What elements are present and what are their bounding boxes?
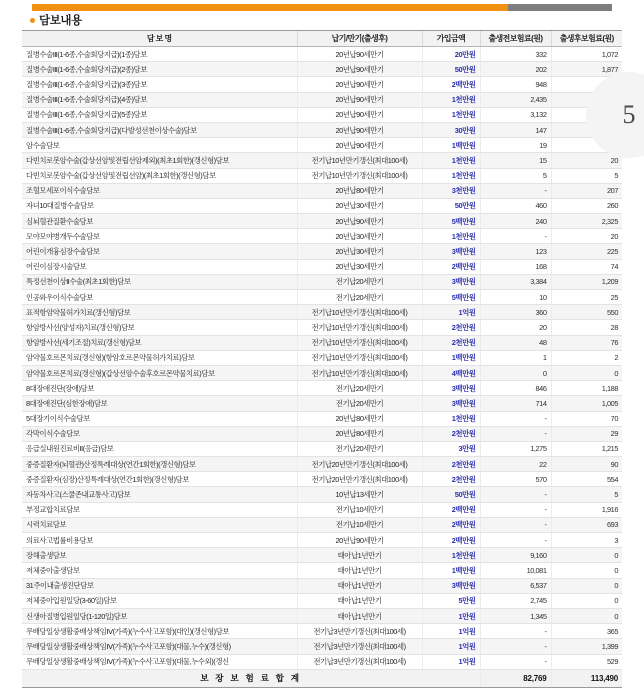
coverage-term: 전기납10년만기갱신(최대100세)	[297, 350, 422, 365]
coverage-term: 전기납10년만기갱신(최대100세)	[297, 305, 422, 320]
coverage-post-birth-premium: 550	[551, 305, 622, 320]
table-row	[22, 533, 622, 548]
coverage-amount: 1억원	[422, 654, 480, 669]
table-header-row	[22, 31, 622, 47]
coverage-name: 무배당일상생활중배상책임Ⅳ(가족)(누수사고포함)(대인)(갱신형)담보	[22, 624, 297, 639]
coverage-name: 심뇌혈관질환수술담보	[22, 214, 297, 229]
coverage-term: 20년납90세만기	[297, 62, 422, 77]
coverage-post-birth-premium: 1,916	[551, 502, 622, 517]
coverage-amount: 1백만원	[422, 563, 480, 578]
coverage-term: 전기납10년만기갱신(최대100세)	[297, 335, 422, 350]
column-header-pre-birth-premium: 출생전보험료(원)	[480, 31, 551, 47]
coverage-pre-birth-premium: 9,160	[480, 548, 551, 563]
coverage-pre-birth-premium: -	[480, 411, 551, 426]
table-row	[22, 47, 622, 62]
coverage-term: 전기납20세만기	[297, 396, 422, 411]
coverage-amount: 50만원	[422, 198, 480, 213]
coverage-post-birth-premium: 25	[551, 290, 622, 305]
table-row	[22, 229, 622, 244]
coverage-pre-birth-premium: -	[480, 533, 551, 548]
coverage-name: 8대장애진단(장애)담보	[22, 381, 297, 396]
coverage-term: 20년납30세만기	[297, 259, 422, 274]
table-row	[22, 122, 622, 137]
coverage-term: 20년납90세만기	[297, 47, 422, 62]
coverage-name: 의료사고법률비용담보	[22, 533, 297, 548]
coverage-name: 인공와우이식수술담보	[22, 290, 297, 305]
coverage-amount: 1천만원	[422, 168, 480, 183]
coverage-name: 다빈치로봇암수술(갑상선암및전립선암제외)(최초1회한)(갱신형)담보	[22, 153, 297, 168]
coverage-pre-birth-premium: 570	[480, 472, 551, 487]
table-row	[22, 350, 622, 365]
coverage-post-birth-premium: 1,072	[551, 47, 622, 62]
total-label: 보 장 보 험 료 합 계	[22, 669, 480, 687]
coverage-amount: 20만원	[422, 47, 480, 62]
coverage-term: 전기납3년만기갱신(최대100세)	[297, 654, 422, 669]
coverage-name: 31주이내출생진단담보	[22, 578, 297, 593]
coverage-amount: 1억원	[422, 305, 480, 320]
table-row	[22, 472, 622, 487]
coverage-amount: 3천만원	[422, 183, 480, 198]
coverage-pre-birth-premium: 3,384	[480, 274, 551, 289]
coverage-amount: 2백만원	[422, 77, 480, 92]
coverage-amount: 1억원	[422, 624, 480, 639]
column-header-post-birth-premium: 출생후보험료(원)	[551, 31, 622, 47]
coverage-term: 20년납80세만기	[297, 426, 422, 441]
table-row	[22, 214, 622, 229]
coverage-term: 태아납1년만기	[297, 563, 422, 578]
coverage-amount: 1천만원	[422, 153, 480, 168]
coverage-term: 전기납10세만기	[297, 517, 422, 532]
coverage-term: 20년납90세만기	[297, 138, 422, 153]
table-row	[22, 183, 622, 198]
table-row	[22, 411, 622, 426]
table-row	[22, 274, 622, 289]
coverage-pre-birth-premium: 123	[480, 244, 551, 259]
progress-bar-remainder	[508, 4, 612, 11]
coverage-amount: 2백만원	[422, 533, 480, 548]
coverage-amount: 5만원	[422, 593, 480, 608]
coverage-pre-birth-premium: 147	[480, 122, 551, 137]
table-row	[22, 153, 622, 168]
coverage-name: 저체중아입원일당(3-60일)담보	[22, 593, 297, 608]
coverage-post-birth-premium: 29	[551, 426, 622, 441]
coverage-amount: 50만원	[422, 62, 480, 77]
coverage-post-birth-premium: 70	[551, 411, 622, 426]
coverage-name: 무배당일상생활중배상책임Ⅳ(가족)(누수사고포함)(대물,누수)(갱신형)	[22, 639, 297, 654]
coverage-post-birth-premium: 0	[551, 548, 622, 563]
coverage-term: 전기납10년만기갱신(최대100세)	[297, 153, 422, 168]
coverage-amount: 1만원	[422, 608, 480, 623]
coverage-term: 전기납20세만기	[297, 381, 422, 396]
table-row	[22, 396, 622, 411]
coverage-term: 20년납80세만기	[297, 183, 422, 198]
coverage-post-birth-premium: 365	[551, 624, 622, 639]
table-row	[22, 457, 622, 472]
coverage-amount: 1천만원	[422, 548, 480, 563]
coverage-term: 전기납10년만기갱신(최대100세)	[297, 365, 422, 380]
table-row	[22, 138, 622, 153]
table-row	[22, 593, 622, 608]
coverage-term: 20년납30세만기	[297, 198, 422, 213]
coverage-amount: 2천만원	[422, 320, 480, 335]
coverage-amount: 3백만원	[422, 396, 480, 411]
coverage-name: 무배당일상생활중배상책임Ⅳ(가족)(누수사고포함)(대물,누수외)(갱신	[22, 654, 297, 669]
coverage-post-birth-premium: 2	[551, 350, 622, 365]
coverage-post-birth-premium: 0	[551, 608, 622, 623]
coverage-pre-birth-premium: 1,345	[480, 608, 551, 623]
coverage-amount: 1억원	[422, 639, 480, 654]
coverage-name: 표적항암약물허가치료(갱신형)담보	[22, 305, 297, 320]
coverage-name: 질병수술Ⅲ(1-6종,수술회당지급)(3종)담보	[22, 77, 297, 92]
coverage-post-birth-premium: 5	[551, 168, 622, 183]
coverage-pre-birth-premium: 1,275	[480, 441, 551, 456]
table-row	[22, 654, 622, 669]
column-header-term: 납기/만기(출생후)	[297, 31, 422, 47]
coverage-amount: 1천만원	[422, 229, 480, 244]
table-row	[22, 441, 622, 456]
coverage-amount: 1천만원	[422, 107, 480, 122]
table-total-row	[22, 669, 622, 687]
coverage-post-birth-premium: 207	[551, 183, 622, 198]
coverage-amount: 3백만원	[422, 381, 480, 396]
coverage-name: 중증질환자(뇌혈관)산정특례대상(연간1회한)(갱신형)담보	[22, 457, 297, 472]
coverage-amount: 50만원	[422, 487, 480, 502]
coverage-pre-birth-premium: -	[480, 639, 551, 654]
table-row	[22, 92, 622, 107]
coverage-pre-birth-premium: 20	[480, 320, 551, 335]
coverage-post-birth-premium: 5	[551, 487, 622, 502]
coverage-term: 10년납13세만기	[297, 487, 422, 502]
coverage-term: 전기납10년만기갱신(최대100세)	[297, 320, 422, 335]
coverage-name: 5대장기이식수술담보	[22, 411, 297, 426]
column-header-name: 담 보 명	[22, 31, 297, 47]
coverage-pre-birth-premium: -	[480, 229, 551, 244]
coverage-post-birth-premium: 1,877	[551, 62, 622, 77]
table-row	[22, 62, 622, 77]
coverage-post-birth-premium: 20	[551, 153, 622, 168]
coverage-term: 태아납1년만기	[297, 578, 422, 593]
coverage-name: 중증질환자(심장)산정특례대상(연간1회한)(갱신형)담보	[22, 472, 297, 487]
coverage-post-birth-premium: 554	[551, 472, 622, 487]
coverage-pre-birth-premium: 240	[480, 214, 551, 229]
coverage-name: 항암방사선(양성자)치료(갱신형)담보	[22, 320, 297, 335]
coverage-pre-birth-premium: -	[480, 624, 551, 639]
coverage-name: 어린이심장시술담보	[22, 259, 297, 274]
coverage-term: 20년납30세만기	[297, 244, 422, 259]
table-row	[22, 548, 622, 563]
coverage-amount: 2백만원	[422, 259, 480, 274]
coverage-post-birth-premium: 529	[551, 654, 622, 669]
coverage-term: 태아납1년만기	[297, 608, 422, 623]
coverage-post-birth-premium: 0	[551, 593, 622, 608]
coverage-amount: 4백만원	[422, 365, 480, 380]
coverage-amount: 1천만원	[422, 411, 480, 426]
coverage-pre-birth-premium: 948	[480, 77, 551, 92]
coverage-term: 20년납90세만기	[297, 107, 422, 122]
coverage-name: 질병수술Ⅲ(1-6종,수술회당지급)(4종)담보	[22, 92, 297, 107]
coverage-name: 모야모야병개두수술담보	[22, 229, 297, 244]
coverage-term: 전기납3년만기갱신(최대100세)	[297, 639, 422, 654]
coverage-pre-birth-premium: 714	[480, 396, 551, 411]
table-row	[22, 244, 622, 259]
coverage-term: 전기납20세만기	[297, 290, 422, 305]
total-post-birth-premium: 113,490	[551, 669, 622, 687]
section-title-text: 담보내용	[39, 15, 82, 27]
coverage-name: 다빈치로봇암수술(갑상선암및전립선암)(최초1회한)(갱신형)담보	[22, 168, 297, 183]
table-row	[22, 168, 622, 183]
coverage-name: 암약물호르몬치료(갱신형)(갑상선암수술후호르몬약물치료)담보	[22, 365, 297, 380]
coverage-name: 암수술담보	[22, 138, 297, 153]
coverage-post-birth-premium: 1,188	[551, 381, 622, 396]
coverage-amount: 2백만원	[422, 502, 480, 517]
coverage-post-birth-premium: 76	[551, 335, 622, 350]
coverage-name: 시력치료담보	[22, 517, 297, 532]
coverage-name: 각막이식수술담보	[22, 426, 297, 441]
coverage-pre-birth-premium: 22	[480, 457, 551, 472]
coverage-pre-birth-premium: 5	[480, 168, 551, 183]
coverage-amount: 2천만원	[422, 457, 480, 472]
coverage-pre-birth-premium: 460	[480, 198, 551, 213]
coverage-pre-birth-premium: 48	[480, 335, 551, 350]
table-row	[22, 107, 622, 122]
coverage-term: 전기납10년만기갱신(최대100세)	[297, 168, 422, 183]
table-row	[22, 77, 622, 92]
table-row	[22, 305, 622, 320]
coverage-amount: 1천만원	[422, 92, 480, 107]
table-row	[22, 335, 622, 350]
coverage-name: 저체중아출생담보	[22, 563, 297, 578]
coverage-pre-birth-premium: 19	[480, 138, 551, 153]
coverage-pre-birth-premium: 10,081	[480, 563, 551, 578]
coverage-term: 20년납90세만기	[297, 122, 422, 137]
coverage-name: 자동차사고(스쿨존내교통사고)담보	[22, 487, 297, 502]
page-number-text: 5	[622, 100, 636, 129]
coverage-table	[22, 30, 622, 688]
coverage-post-birth-premium: 0	[551, 365, 622, 380]
coverage-pre-birth-premium: -	[480, 426, 551, 441]
coverage-term: 20년납90세만기	[297, 533, 422, 548]
coverage-amount: 1백만원	[422, 138, 480, 153]
progress-bar-fill	[32, 4, 508, 11]
coverage-amount: 3백만원	[422, 578, 480, 593]
coverage-term: 태아납1년만기	[297, 548, 422, 563]
coverage-term: 전기납20년만기갱신(최대100세)	[297, 472, 422, 487]
coverage-name: 항암방사선(세기조절)치료(갱신형)담보	[22, 335, 297, 350]
coverage-pre-birth-premium: 15	[480, 153, 551, 168]
coverage-pre-birth-premium: 2,435	[480, 92, 551, 107]
coverage-pre-birth-premium: 202	[480, 62, 551, 77]
table-row	[22, 517, 622, 532]
table-row	[22, 578, 622, 593]
coverage-term: 20년납30세만기	[297, 229, 422, 244]
coverage-name: 질병수술Ⅲ(1-6종,수술회당지급)(5종)담보	[22, 107, 297, 122]
coverage-name: 응급실내원진료비Ⅱ(응급)담보	[22, 441, 297, 456]
coverage-amount: 3백만원	[422, 244, 480, 259]
coverage-post-birth-premium: 693	[551, 517, 622, 532]
coverage-pre-birth-premium: -	[480, 517, 551, 532]
coverage-amount: 2천만원	[422, 335, 480, 350]
table-row	[22, 381, 622, 396]
coverage-pre-birth-premium: -	[480, 183, 551, 198]
coverage-term: 20년납90세만기	[297, 77, 422, 92]
coverage-post-birth-premium: 20	[551, 229, 622, 244]
coverage-amount: 1백만원	[422, 350, 480, 365]
coverage-name: 질병수술Ⅲ(1-6종,수술회당지급)(1종)담보	[22, 47, 297, 62]
coverage-name: 신생아질병입원일당(1-120일)담보	[22, 608, 297, 623]
bullet-icon	[30, 18, 35, 23]
coverage-pre-birth-premium: 1	[480, 350, 551, 365]
coverage-amount: 3만원	[422, 441, 480, 456]
column-header-amount: 가입금액	[422, 31, 480, 47]
coverage-name: 질병수술Ⅲ(1-6종,수술회당지급)(2종)담보	[22, 62, 297, 77]
table-row	[22, 365, 622, 380]
coverage-post-birth-premium: 2,325	[551, 214, 622, 229]
coverage-amount: 2천만원	[422, 472, 480, 487]
coverage-term: 태아납1년만기	[297, 593, 422, 608]
coverage-pre-birth-premium: 10	[480, 290, 551, 305]
table-row	[22, 563, 622, 578]
table-row	[22, 487, 622, 502]
coverage-name: 질병수술Ⅲ(1-6종,수술회당지급)(다발성선천이상수술)담보	[22, 122, 297, 137]
table-row	[22, 320, 622, 335]
coverage-term: 20년납80세만기	[297, 411, 422, 426]
coverage-pre-birth-premium: 6,537	[480, 578, 551, 593]
coverage-term: 전기납20세만기	[297, 441, 422, 456]
coverage-amount: 2천만원	[422, 426, 480, 441]
coverage-name: 암약물호르몬치료(갱신형)(항암호르몬약물허가치료)담보	[22, 350, 297, 365]
coverage-amount: 3백만원	[422, 274, 480, 289]
table-row	[22, 259, 622, 274]
coverage-pre-birth-premium: -	[480, 654, 551, 669]
coverage-post-birth-premium: 260	[551, 198, 622, 213]
coverage-term: 전기납20세만기	[297, 274, 422, 289]
coverage-pre-birth-premium: 2,745	[480, 593, 551, 608]
coverage-post-birth-premium: 1,005	[551, 396, 622, 411]
section-heading	[30, 12, 82, 28]
coverage-post-birth-premium: 90	[551, 457, 622, 472]
coverage-post-birth-premium: 225	[551, 244, 622, 259]
coverage-term: 전기납10세만기	[297, 502, 422, 517]
coverage-amount: 2백만원	[422, 517, 480, 532]
coverage-name: 8대장애진단(심한장애)담보	[22, 396, 297, 411]
coverage-term: 20년납90세만기	[297, 214, 422, 229]
coverage-name: 특정선천이상Ⅱ수술(최초1회한)담보	[22, 274, 297, 289]
table-row	[22, 502, 622, 517]
coverage-pre-birth-premium: 0	[480, 365, 551, 380]
coverage-post-birth-premium: 28	[551, 320, 622, 335]
coverage-term: 20년납90세만기	[297, 92, 422, 107]
coverage-name: 부정교합치료담보	[22, 502, 297, 517]
coverage-term: 전기납3년만기갱신(최대100세)	[297, 624, 422, 639]
coverage-name: 장해출생담보	[22, 548, 297, 563]
table-row	[22, 290, 622, 305]
coverage-pre-birth-premium: 360	[480, 305, 551, 320]
coverage-post-birth-premium: 0	[551, 578, 622, 593]
table-row	[22, 624, 622, 639]
coverage-amount: 5백만원	[422, 214, 480, 229]
coverage-pre-birth-premium: -	[480, 502, 551, 517]
coverage-term: 전기납20년만기갱신(최대100세)	[297, 457, 422, 472]
table-row	[22, 426, 622, 441]
table-row	[22, 639, 622, 654]
coverage-post-birth-premium: 0	[551, 563, 622, 578]
coverage-pre-birth-premium: 168	[480, 259, 551, 274]
coverage-post-birth-premium: 1,399	[551, 639, 622, 654]
progress-bar	[32, 4, 612, 11]
coverage-name: 자녀10대질병수술담보	[22, 198, 297, 213]
table-row	[22, 198, 622, 213]
total-pre-birth-premium: 82,769	[480, 669, 551, 687]
coverage-amount: 30만원	[422, 122, 480, 137]
coverage-pre-birth-premium: 3,132	[480, 107, 551, 122]
coverage-name: 어린이개흉심장수술담보	[22, 244, 297, 259]
coverage-post-birth-premium: 3	[551, 533, 622, 548]
coverage-pre-birth-premium: 332	[480, 47, 551, 62]
coverage-name: 조혈모세포이식수술담보	[22, 183, 297, 198]
coverage-pre-birth-premium: -	[480, 487, 551, 502]
coverage-post-birth-premium: 1,215	[551, 441, 622, 456]
coverage-amount: 5백만원	[422, 290, 480, 305]
coverage-post-birth-premium: 1,209	[551, 274, 622, 289]
coverage-post-birth-premium: 74	[551, 259, 622, 274]
coverage-pre-birth-premium: 846	[480, 381, 551, 396]
